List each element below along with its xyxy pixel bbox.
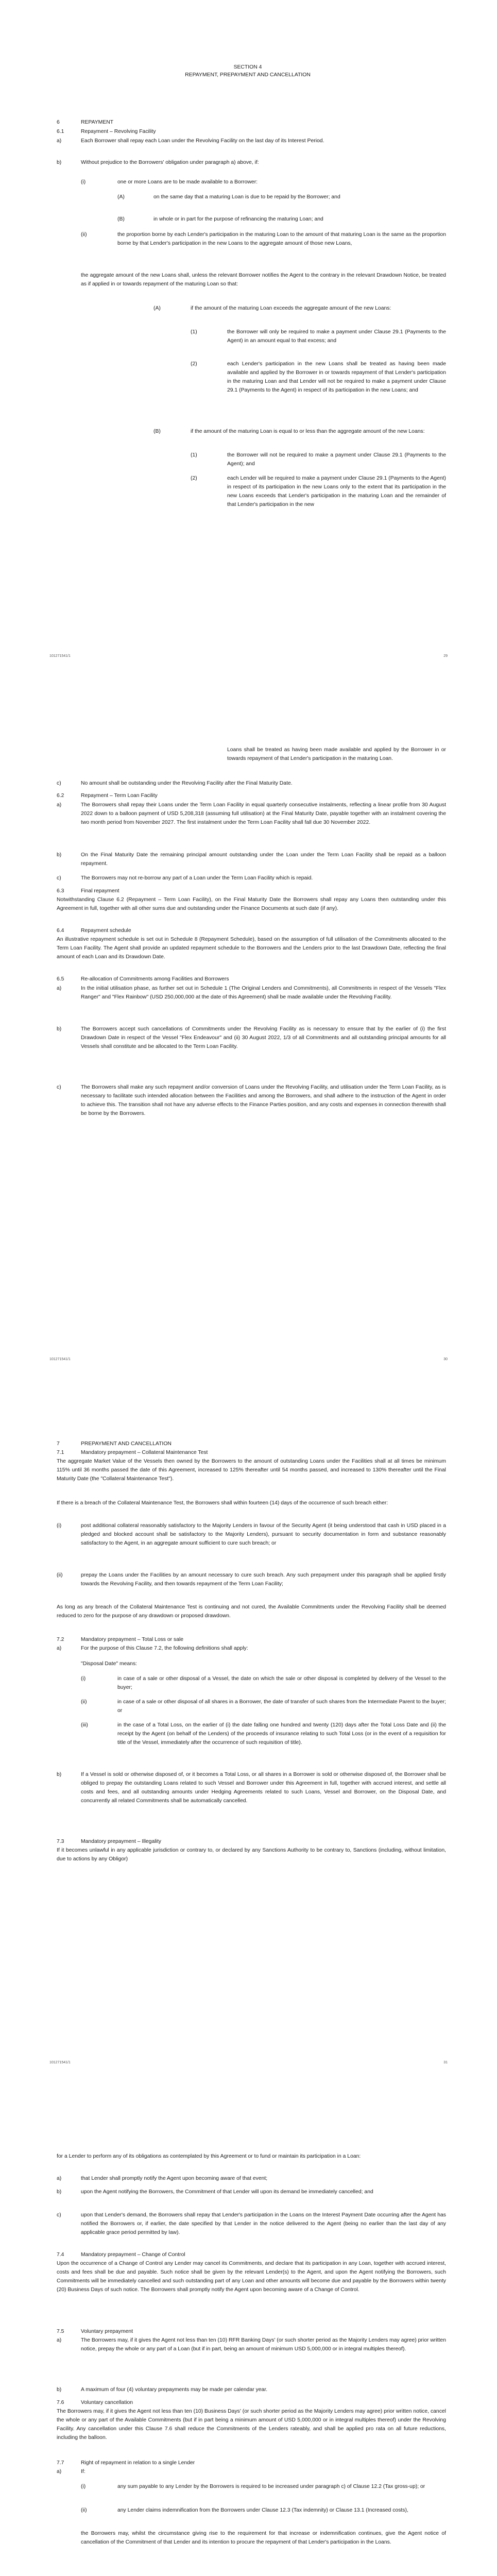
text-block: 7.6 bbox=[57, 2400, 64, 2405]
text-block: As long as any breach of the Collateral Maintenance Test is continuing and not cured, the Available Commitments under the Revolving Facility shall be deemed reduced to zero for the purpose of any drawdown or proposed drawdown. bbox=[57, 1604, 446, 1619]
text-block: (A) bbox=[117, 194, 125, 200]
text-block: In the initial utilisation phase, as further set out in Schedule 1 (The Original Lenders and Commitments), all Commitments in respect of the Vessels "Flex Ranger" and "Flex Rainbow" (USD 250,000,000 at the date of this Agreement) shall be made available under the Revolving Facility. bbox=[81, 986, 446, 1000]
text-block: Upon the occurrence of a Change of Control any Lender may cancel its Commitments, and declare that its participation in any Loan, together with accrued interest, costs and fees shall be due and payable. Such notice shall be given by the relevant Lender(s) to the Agent, and upon the Agent notifying the Borrowers, such Commitments will be immediately cancelled and such outstanding part of any Loan and other amounts will become due and payable by the Borrowers within twenty (20) Business Days of such notice. The Borrowers shall promptly notify the Agent upon becoming aware of a Change of Control. bbox=[57, 2261, 446, 2293]
text-block: 7.1 bbox=[57, 1450, 64, 1455]
text-block: Repayment – Revolving Facility bbox=[81, 129, 156, 134]
text-block: 6 bbox=[57, 120, 60, 125]
text-block: 6.2 bbox=[57, 793, 64, 799]
text-block: (1) bbox=[191, 329, 197, 335]
text-block: a) bbox=[57, 2469, 62, 2475]
text-block: c) bbox=[57, 1084, 61, 1090]
text-block: (A) bbox=[153, 306, 161, 311]
text-block: If it becomes unlawful in any applicable jurisdiction or contrary to, or declared by any Sanctions Authority to be contrary to, Sanctions (including, without limitation, due to actions by any Obligor) bbox=[57, 1848, 446, 1862]
text-block: if the amount of the maturing Loan is equal to or less than the aggregate amount of the new Loans: bbox=[191, 429, 425, 434]
text-block: (i) bbox=[81, 2484, 86, 2489]
text-block: Mandatory prepayment – Collateral Maintenance Test bbox=[81, 1450, 208, 1455]
text-block: b) bbox=[57, 1026, 62, 1032]
text-block: The Borrowers shall repay their Loans under the Term Loan Facility in equal quarterly consecutive instalments, reflecting a linear profile from 30 August 2022 down to a balloon payment of USD 5,208,318 (assuming full utilisation) at the Final Maturity Date, payable together with an instalment covering the two month period from November 2027. The first instalment under the Term Loan Facility shall fall due 30 November 2022. bbox=[81, 802, 446, 825]
text-block: each Lender will be required to make a payment under Clause 29.1 (Payments to the Agent) in respect of its participation in the new Loans only to the extent that its participation in the new Loans exceeds that Lender's participation in the maturing Loan and the remainder of that Lender's participation in the new bbox=[227, 476, 446, 507]
page-footer-ref: 101271541/1 bbox=[49, 654, 71, 658]
page-32 bbox=[0, 2110, 497, 2576]
text-block: 7.7 bbox=[57, 2460, 64, 2466]
text-block: a) bbox=[57, 138, 62, 144]
page-30 bbox=[0, 703, 497, 1406]
text-block: Mandatory prepayment – Illegality bbox=[81, 1839, 161, 1844]
text-block: Right of repayment in relation to a single Lender bbox=[81, 2460, 195, 2466]
text-block: in case of a sale or other disposal of a Vessel, the date on which the sale or other disposal is completed by delivery of the Vessel to the buyer; bbox=[117, 1676, 446, 1690]
text-block: the proportion borne by each Lender's participation in the maturing Loan to the amount of that maturing Loan is the same as the proportion borne by that Lender's participation in the new Loans to the aggregate amount of those new Loans, bbox=[117, 232, 446, 246]
text-block: 6.5 bbox=[57, 976, 64, 982]
text-block: b) bbox=[57, 2189, 62, 2195]
text-block: If a Vessel is sold or otherwise disposed of, or it becomes a Total Loss, or all shares in a Borrower is sold or otherwise disposed of, the Borrower shall be obliged to prepay the outstanding Loans related to such Vessel and Borrower under this Agreement in full, together with accrued interest, and settle all costs and fees, and all outstanding amounts under Hedging Agreements related to such Loans, Vessel and Borrower, on the Disposal Date, and concurrently all related Commitments shall be automatically cancelled. bbox=[81, 1772, 446, 1804]
text-block: c) bbox=[57, 2212, 61, 2218]
text-block: An illustrative repayment schedule is set out in Schedule 8 (Repayment Schedule), based on the assumption of full utilisation of the Commitments allocated to the Term Loan Facility. The Agent shall provide an updated repayment schedule to the Borrowers and the Lenders prior to the last Drawdown Date, reflecting the final amount of each Loan and its Drawdown Date. bbox=[57, 937, 446, 960]
text-block: the Borrower will only be required to make a payment under Clause 29.1 (Payments to the Agent) in an amount equal to that excess; and bbox=[227, 329, 446, 344]
text-block: (i) bbox=[57, 1523, 62, 1529]
page-footer-ref: 101271541/1 bbox=[49, 1358, 71, 1361]
text-block: the Borrowers may, whilst the circumstance giving rise to the requirement for that increase or indemnification continues, give the Agent notice of cancellation of the Commitment of that Lender and its intention to procure the repayment of that Lender's participation in the Loans. bbox=[81, 2531, 446, 2545]
text-block: (B) bbox=[153, 429, 161, 434]
text-block: post additional collateral reasonably satisfactory to the Majority Lenders in favour of the Security Agent (it being understood that cash in USD placed in a pledged and blocked account shall be satisfactory to the Majority Lenders), pursuant to security documentation in form and substance reasonably satisfactory to the Agent, in an aggregate amount sufficient to cure such breach; or bbox=[81, 1523, 446, 1546]
text-block: in the case of a Total Loss, on the earlier of (i) the date falling one hundred and twenty (120) days after the Total Loss Date and (ii) the receipt by the Agent (on behalf of the Lenders) of the proceeds of insurance relating to such Total Loss (or in the event of a requisition for title of the Vessel, immediately after the occurrence of such requisition of title). bbox=[117, 1722, 446, 1745]
text-block: a) bbox=[57, 2176, 62, 2181]
text-block: b) bbox=[57, 2387, 62, 2393]
text-block: a) bbox=[57, 1646, 62, 1651]
text-block: 7 bbox=[57, 1441, 60, 1447]
page-footer-ref: 101271541/1 bbox=[49, 2061, 71, 2064]
text-block: a) bbox=[57, 2337, 62, 2343]
text-block: SECTION 4 bbox=[233, 64, 262, 70]
page-31 bbox=[0, 1406, 497, 2110]
text-block: 6.4 bbox=[57, 928, 64, 934]
text-block: (i) bbox=[81, 179, 86, 185]
text-block: REPAYMENT, PREPAYMENT AND CANCELLATION bbox=[185, 72, 311, 78]
text-block: 7.3 bbox=[57, 1839, 64, 1844]
text-block: b) bbox=[57, 852, 62, 858]
text-block: prepay the Loans under the Facilities by an amount necessary to cure such breach. Any such prepayment under this paragraph shall be applied firstly towards the Revolving Facility, and then towards repayment of the Term Loan Facility; bbox=[81, 1572, 446, 1587]
text-block: each Lender's participation in the new Loans shall be treated as having been made available and applied by the Borrower in or towards repayment of that Lender's participation in the maturing Loan and that Lender will not be required to make a payment under Clause 29.1 (Payments to the Agent) in respect of its participation in the new Loans; and bbox=[227, 361, 446, 393]
text-block: any sum payable to any Lender by the Borrowers is required to be increased under paragraph c) of Clause 12.2 (Tax gross-up); or bbox=[117, 2484, 425, 2489]
text-block: the Borrower will not be required to make a payment under Clause 29.1 (Payments to the Agent); and bbox=[227, 452, 446, 467]
text-block: (B) bbox=[117, 216, 125, 222]
text-block: If: bbox=[81, 2469, 85, 2475]
text-block: (ii) bbox=[81, 2507, 87, 2513]
text-block: the aggregate amount of the new Loans shall, unless the relevant Borrower notifies the Agent to the contrary in the relevant Drawdown Notice, be treated as if applied in or towards repayment of the maturing Loan so that: bbox=[81, 273, 446, 287]
text-block: The aggregate Market Value of the Vessels then owned by the Borrowers to the amount of outstanding Loans under the Facilities shall at all times be minimum 115% until 36 months passed the date of this Agreement, increased to 125% thereafter until 54 months passed, and increased to 130% thereafter until the Final Maturity Date (the "Collateral Maintenance Test"). bbox=[57, 1459, 446, 1482]
text-block: b) bbox=[57, 1772, 62, 1777]
text-block: Loans shall be treated as having been made available and applied by the Borrower in or towards repayment of that Lender's participation in the maturing Loan. bbox=[227, 747, 446, 761]
text-block: 6.1 bbox=[57, 129, 64, 134]
text-block: 7.2 bbox=[57, 1637, 64, 1642]
text-block: 7.4 bbox=[57, 2252, 64, 2258]
text-block: (i) bbox=[81, 1676, 86, 1682]
text-block: upon that Lender's demand, the Borrowers shall repay that Lender's participation in the Loans on the Interest Payment Date occurring after the Agent has notified the Borrowers or, if earlier, the date specified by that Lender in the notice delivered to the Agent (being no earlier than the last day of any applicable grace period permitted by law). bbox=[81, 2212, 446, 2235]
text-block: Voluntary prepayment bbox=[81, 2329, 133, 2334]
text-block: a) bbox=[57, 986, 62, 991]
text-block: c) bbox=[57, 781, 61, 786]
text-block: Mandatory prepayment – Total Loss or sale bbox=[81, 1637, 184, 1642]
text-block: Mandatory prepayment – Change of Control bbox=[81, 2252, 185, 2258]
text-block: that Lender shall promptly notify the Agent upon becoming aware of that event; bbox=[81, 2176, 268, 2181]
text-block: (2) bbox=[191, 476, 197, 481]
text-block: Without prejudice to the Borrowers' obligation under paragraph a) above, if: bbox=[81, 160, 259, 165]
text-block: one or more Loans are to be made available to a Borrower: bbox=[117, 179, 258, 185]
text-block: (iii) bbox=[81, 1722, 88, 1728]
text-block: The Borrowers may not re-borrow any part of a Loan under the Term Loan Facility which is repaid. bbox=[81, 875, 313, 881]
text-block: for a Lender to perform any of its obligations as contemplated by this Agreement or to fund or maintain its participation in a Loan: bbox=[57, 2154, 361, 2159]
text-block: Repayment – Term Loan Facility bbox=[81, 793, 158, 799]
text-block: 7.5 bbox=[57, 2329, 64, 2334]
text-block: Notwithstanding Clause 6.2 (Repayment – Term Loan Facility), on the Final Maturity Date the Borrowers shall repay any Loans then outstanding under this Agreement in full, together with all other sums due and outstanding under the Finance Documents at such date (if any). bbox=[57, 897, 446, 911]
text-block: (2) bbox=[191, 361, 197, 367]
text-block: (ii) bbox=[81, 232, 87, 238]
page-number: 30 bbox=[443, 1358, 448, 1361]
text-block: in case of a sale or other disposal of all shares in a Borrower, the date of transfer of such shares from the Intermediate Parent to the buyer; or bbox=[117, 1699, 446, 1714]
text-block: (ii) bbox=[57, 1572, 63, 1578]
text-block: any Lender claims indemnification from the Borrowers under Clause 12.3 (Tax indemnity) or Clause 13.1 (Increased costs), bbox=[117, 2507, 408, 2513]
page-29 bbox=[0, 0, 497, 703]
text-block: No amount shall be outstanding under the Revolving Facility after the Final Maturity Date. bbox=[81, 781, 293, 786]
text-block: "Disposal Date" means: bbox=[81, 1661, 138, 1667]
text-block: On the Final Maturity Date the remaining principal amount outstanding under the Loan under the Term Loan Facility shall be repaid as a balloon repayment. bbox=[81, 852, 446, 867]
text-block: REPAYMENT bbox=[81, 120, 114, 125]
text-block: PREPAYMENT AND CANCELLATION bbox=[81, 1441, 172, 1447]
text-block: in whole or in part for the purpose of refinancing the maturing Loan; and bbox=[153, 216, 323, 222]
page-number: 31 bbox=[443, 2061, 448, 2064]
text-block: c) bbox=[57, 875, 61, 881]
text-block: The Borrowers may, if it gives the Agent not less than ten (10) Business Days' (or such shorter period as the Majority Lenders may agree) prior written notice, cancel the whole or any part of the Available Commitments (but if in part being a minimum amount of USD 5,000,000 or in integral multiples thereof) under the Revolving Facility. Any cancellation under this Clause 7.6 shall reduce the Commitments of the Lenders rateably, and shall be applied pro rata on all future reductions, including the balloon. bbox=[57, 2409, 446, 2441]
text-block: on the same day that a maturing Loan is due to be repaid by the Borrower; and bbox=[153, 194, 340, 200]
text-block: A maximum of four (4) voluntary prepayments may be made per calendar year. bbox=[81, 2387, 268, 2393]
text-block: (ii) bbox=[81, 1699, 87, 1705]
text-block: b) bbox=[57, 160, 62, 165]
text-block: Re-allocation of Commitments among Facilities and Borrowers bbox=[81, 976, 229, 982]
text-block: The Borrowers may, if it gives the Agent not less than ten (10) RFR Banking Days' (or such shorter period as the Majority Lenders may agree) prior written notice, prepay the whole or any part of a Loan (but if in part, being an amount of minimum USD 5,000,000 or in integral multiples thereof). bbox=[81, 2337, 446, 2352]
text-block: 6.3 bbox=[57, 888, 64, 894]
text-block: Repayment schedule bbox=[81, 928, 131, 934]
text-block: upon the Agent notifying the Borrowers, the Commitment of that Lender will upon its demand be immediately cancelled; and bbox=[81, 2189, 373, 2195]
text-block: For the purpose of this Clause 7.2, the following definitions shall apply: bbox=[81, 1646, 248, 1651]
text-block: (1) bbox=[191, 452, 197, 458]
text-block: The Borrowers accept such cancellations of Commitments under the Revolving Facility as is necessary to ensure that by the earlier of (i) the first Drawdown Date in respect of the Vessel "Flex Endeavour" and (ii) 30 August 2022, 1/3 of all Commitments and all outstanding principal amounts for all Vessels shall constitute and be allocated to the Term Loan Facility. bbox=[81, 1026, 446, 1049]
page-number: 29 bbox=[443, 654, 448, 658]
text-block: if the amount of the maturing Loan exceeds the aggregate amount of the new Loans: bbox=[191, 306, 391, 311]
text-block: If there is a breach of the Collateral Maintenance Test, the Borrowers shall within fourteen (14) days of the occurrence of such breach either: bbox=[57, 1500, 388, 1506]
text-block: The Borrowers shall make any such repayment and/or conversion of Loans under the Revolving Facility, and utilisation under the Term Loan Facility, as is necessary to facilitate such intended allocation between the Facilities and among the Borrowers, and shall adhere to the instruction of the Agent in order to achieve this. The transition shall not have any adverse effects to the Finance Parties position, and any costs and expenses in connection therewith shall be borne by the Borrowers. bbox=[81, 1084, 446, 1116]
text-block: Voluntary cancellation bbox=[81, 2400, 133, 2405]
text-block: Final repayment bbox=[81, 888, 119, 894]
text-block: a) bbox=[57, 802, 62, 808]
text-block: Each Borrower shall repay each Loan under the Revolving Facility on the last day of its Interest Period. bbox=[81, 138, 324, 144]
